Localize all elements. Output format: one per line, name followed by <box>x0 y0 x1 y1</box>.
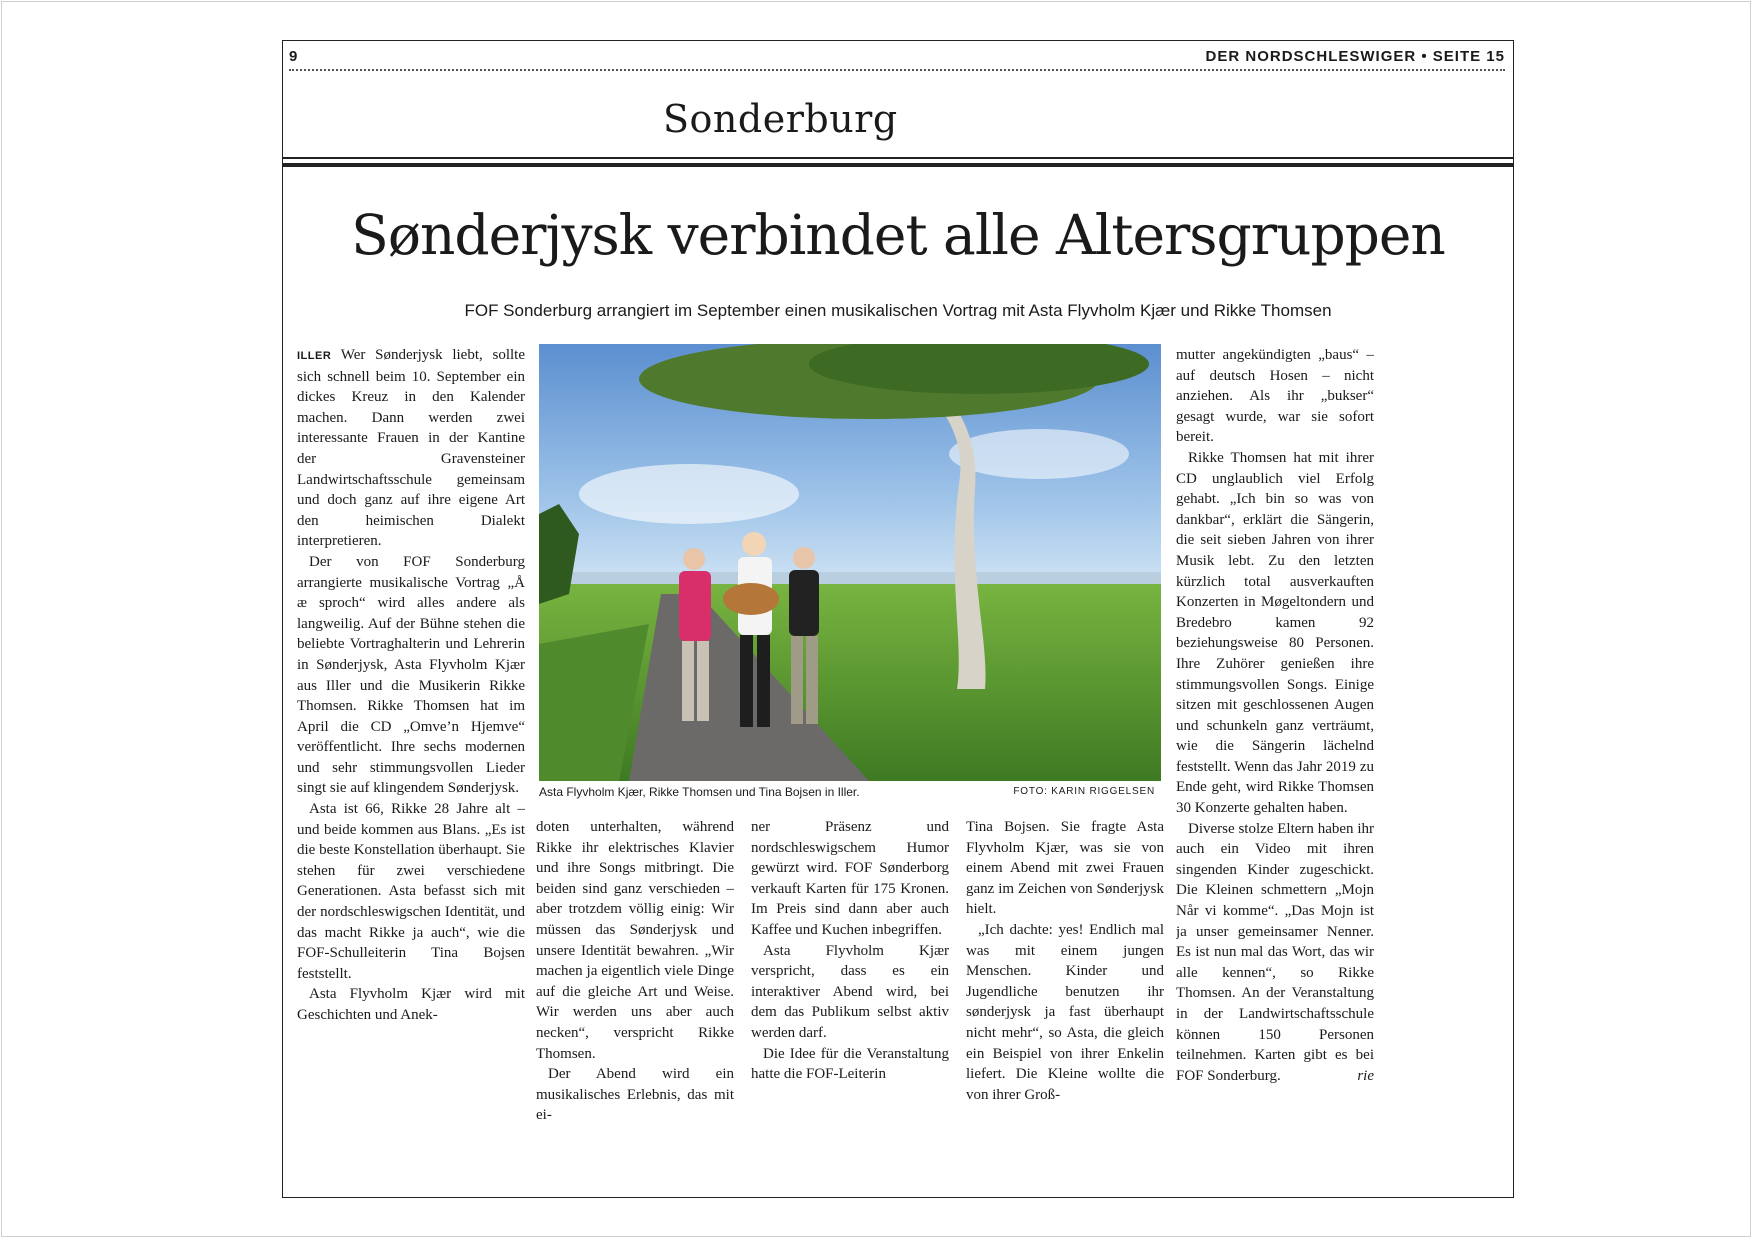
photo-caption: Asta Flyvholm Kjær, Rikke Thomsen und Tina Bojsen in Iller. <box>539 785 860 799</box>
dotted-rule <box>289 69 1505 71</box>
article-column-4 <box>966 817 1164 1183</box>
page-number: 9 <box>289 48 299 65</box>
article-column-3 <box>751 817 949 1183</box>
masthead: DER NORDSCHLESWIGER • SEITE 15 <box>1205 48 1505 65</box>
article-headline: Sønderjysk verbindet alle Altersgruppen <box>351 203 1445 267</box>
page-header <box>289 46 1505 68</box>
paragraph: Asta Flyvholm Kjær wird mit Geschichten und Anek- <box>297 986 525 1023</box>
paragraph: Die Idee für die Veranstaltung hatte die FOF-Leiterin <box>751 1045 949 1083</box>
photo-water <box>539 572 1161 586</box>
article-column-2 <box>536 817 734 1183</box>
paragraph: Tina Bojsen. Sie fragte Asta Flyvholm Kjær, was sie von einem Abend mit zwei Frauen ganz im Zeichen von Sønderjysk hielt. <box>966 819 1164 918</box>
paragraph: mutter angekündigten „baus“ – auf deutsch Hosen – nicht anziehen. Als ihr „bukser“ gesagt wurde, war sie sofort bereit. <box>1176 347 1374 446</box>
photo-cloud <box>949 429 1129 479</box>
paragraph: Rikke Thomsen hat mit ihrer CD unglaublich viel Erfolg gehabt. „Ich bin so was von dankbar“, erklärt die Sängerin, die seit sieben Jahren von ihrer Musik lebt. Zu den letzten kürzlich total ausverkauften Konzerten in Møgeltondern und Bredebro kamen 92 beziehungsweise 80 Personen. Ihre Zuhörer genießen ihre stimmungsvollen Songs. Einige sitzen mit geschlossenen Augen und schunkeln ganz verträumt, wie die Sängerin lächelnd feststellt. Wenn das Jahr 2019 zu Ende geht, wird Rikke Thomsen 30 Konzerte gehalten haben. <box>1176 449 1374 817</box>
paragraph: „Ich dachte: yes! Endlich mal was mit einem jungen Menschen. Kinder und Jugendliche benutzen ihr sønderjysk ja fast überhaupt nicht mehr“, so Asta, die gleich ein Beispiel von ihrer Enkelin liefert. Die Kleine wollte die von ihrer Groß- <box>966 921 1164 1103</box>
paragraph: Asta Flyvholm Kjær verspricht, dass es ein interaktiver Abend wird, bei dem das Publikum selbst aktiv werden darf. <box>751 942 949 1041</box>
section-title: Sonderburg <box>663 97 898 141</box>
article-column-1 <box>297 345 525 1183</box>
paragraph-text: Wer Sønderjysk liebt, sollte sich schnell beim 10. September ein dickes Kreuz in den Kalender machen. Dann werden zwei interessante Frauen in der Kantine der Gravensteiner Landwirtschaftsschule gemeinsam und doch ganz auf ihre eigene Art den heimischen Dialekt interpretieren. <box>297 347 525 550</box>
article-subheadline: FOF Sonderburg arrangiert im September einen musikalischen Vortrag mit Asta Flyvholm Kjær und Rikke Thomsen <box>464 301 1332 320</box>
author-signature: rie <box>1357 1067 1374 1084</box>
paragraph: doten unterhalten, während Rikke ihr elektrisches Klavier und ihre Songs mitbringt. Die beiden sind ganz verschieden – aber trotzdem völlig einig: Wir müssen das Sønderjysk und unsere Identität bewahren. „Wir machen ja eigentlich viele Dinge auf die gleiche Art und Weise. Wir werden uns aber auch necken“, verspricht Rikke Thomsen. <box>536 819 734 1062</box>
photo-cloud <box>579 464 799 524</box>
paragraph <box>1176 819 1374 1087</box>
newspaper-page <box>282 40 1514 1198</box>
photo-caption-bar <box>539 785 1161 805</box>
paragraph-text: Diverse stolze Eltern haben ihr auch ein Video mit ihren singenden Kinder zugeschickt. Die Kleinen schmettern „Mojn Når vi komme“. „Das Mojn ist ja unser gemeinsamer Nenner. Es ist nun mal das Wort, das wir alle kennen“, so Rikke Thomsen. An der Veranstaltung in der Landwirtschaftsschule können 150 Personen teilnehmen. Karten gibt es bei FOF Sonderburg. <box>1176 820 1374 1084</box>
article-photo <box>539 344 1161 781</box>
section-rule-thin <box>283 157 1513 159</box>
paragraph <box>297 345 525 552</box>
section-rule-thick <box>283 163 1513 167</box>
article-column-5 <box>1176 345 1374 1183</box>
paragraph: Der von FOF Sonderburg arrangierte musikalische Vortrag „Å æ sproch“ wird alles andere als langweilig. Auf der Bühne stehen die beliebte Vortraghalterin und Lehrerin in Sønderjysk, Asta Flyvholm Kjær aus Iller und die Musikerin Rikke Thomsen. Rikke Thomsen hat im April die CD „Omve’n Hjemve“ veröffentlicht. Ihre sechs modernen und sehr stimmungsvollen Lieder singt sie auf klingendem Sønderjysk. <box>297 553 525 797</box>
dateline: ILLER <box>297 350 332 362</box>
paragraph: Asta ist 66, Rikke 28 Jahre alt – und beide kommen aus Blans. „Es ist die beste Konstellation überhaupt. Sie stehen für zwei verschiedene Generationen. Asta befasst sich mit der nordschleswigschen Identität, und das macht Rikke ja auch“, wie die FOF-Schulleiterin Tina Bojsen feststellt. <box>297 801 525 982</box>
photo-credit: FOTO: KARIN RIGGELSEN <box>1013 786 1155 797</box>
paragraph: Der Abend wird ein musikalisches Erlebnis, das mit ei- <box>536 1066 734 1124</box>
paragraph: ner Präsenz und nordschleswigschem Humor gewürzt wird. FOF Sønderborg verkauft Karten für 175 Kronen. Im Preis sind dann aber auch Kaffee und Kuchen inbegriffen. <box>751 819 949 938</box>
